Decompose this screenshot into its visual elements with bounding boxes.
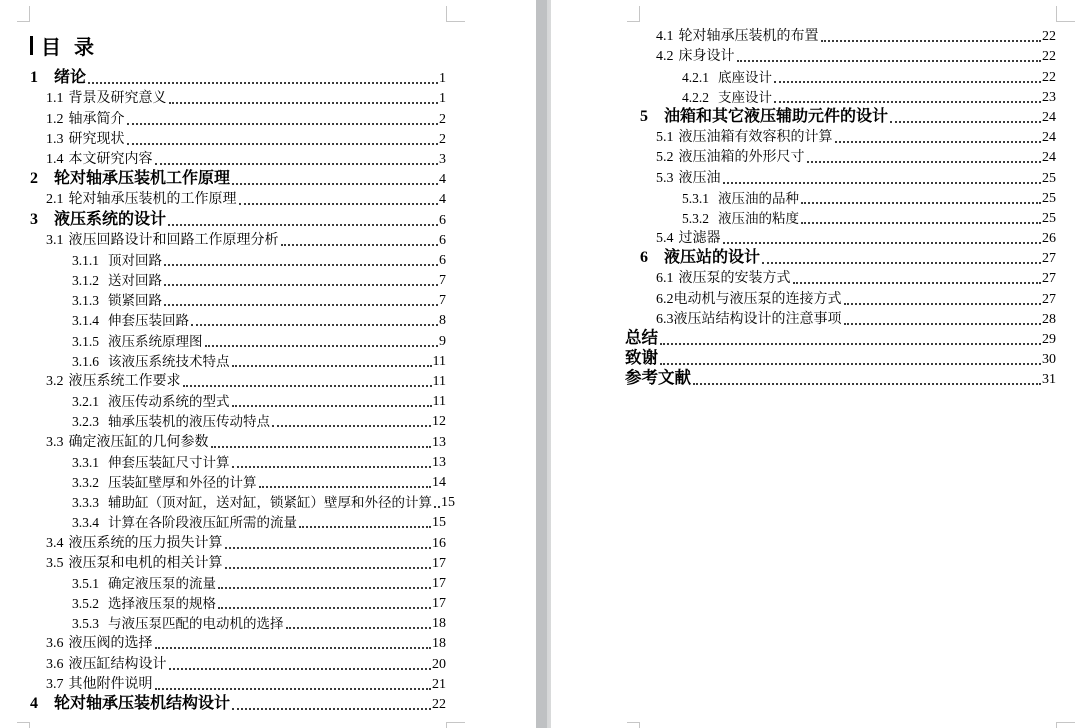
dot-leader (434, 506, 440, 508)
toc-entry-title: 床身设计 (678, 49, 735, 65)
toc-entry[interactable] (640, 146, 1056, 166)
toc-entry[interactable] (30, 552, 446, 572)
toc-entry-title: 研究现状 (68, 131, 125, 147)
toc-entry-title: 轴承压装机的液压传动特点 (108, 414, 270, 430)
dot-leader (225, 547, 432, 549)
toc-entry-page-number: 4 (439, 172, 446, 188)
toc-entry-title: 轮对轴承压装机结构设计 (54, 695, 231, 712)
toc-entry-number: 3.1.4 (72, 313, 99, 329)
toc-entry[interactable] (30, 229, 446, 249)
toc-entry[interactable] (30, 511, 446, 531)
toc-entry-number: 6.1 (656, 271, 674, 287)
toc-entry[interactable] (30, 107, 446, 127)
dot-leader (232, 466, 432, 468)
toc-entry[interactable] (640, 308, 1056, 328)
dot-leader (205, 345, 439, 347)
toc-entry-title: 选择液压泵的规格 (108, 596, 216, 612)
crop-mark-left-bottom-right (446, 722, 465, 728)
toc-entry-page-number: 4 (439, 192, 446, 208)
toc-entry-title: 液压站结构设计的注意事项 (673, 311, 842, 327)
dot-leader (232, 708, 431, 710)
dot-leader (164, 284, 438, 286)
toc-entry-page-number: 26 (1042, 231, 1056, 247)
toc-entry-number: 5.3 (656, 170, 674, 186)
toc-entry[interactable] (30, 430, 446, 450)
toc-entry-number: 4.2.1 (682, 69, 709, 85)
toc-entry-title: 总结 (625, 328, 658, 347)
toc-entry[interactable] (30, 168, 446, 188)
toc-entry[interactable] (640, 25, 1056, 45)
toc-entry-number: 3.1.2 (72, 273, 99, 289)
toc-entry-number: 6 (640, 249, 648, 267)
toc-entry-page-number: 20 (432, 656, 446, 672)
toc-entry-number: 3.1.1 (72, 252, 99, 268)
toc-entry-title: 轴承简介 (68, 111, 125, 127)
dot-leader (218, 607, 431, 609)
toc-entry-number: 1 (30, 69, 38, 87)
toc-entry[interactable] (640, 267, 1056, 287)
toc-entry[interactable] (640, 187, 1056, 207)
toc-entry[interactable] (30, 249, 446, 269)
toc-entry-number: 3.3.4 (72, 515, 99, 531)
toc-entry-number: 3.7 (46, 676, 64, 692)
toc-entry-page-number: 11 (432, 394, 446, 410)
dot-leader (88, 82, 438, 84)
toc-entry[interactable] (640, 45, 1056, 65)
toc-rows-left (30, 67, 455, 713)
dot-leader (890, 121, 1041, 123)
toc-entry-page-number: 27 (1042, 291, 1056, 307)
toc-entry-page-number: 24 (1042, 150, 1056, 166)
toc-entry-page-number: 18 (432, 616, 446, 632)
toc-entry-number: 5.1 (656, 130, 674, 146)
toc-entry-page-number: 1 (439, 91, 446, 107)
toc-entry-title: 伸套压装回路 (108, 313, 189, 329)
toc-entry-number: 3.5.3 (72, 616, 99, 632)
toc-entry-page-number: 21 (432, 676, 446, 692)
dot-leader (259, 486, 432, 488)
toc-entry-title: 液压系统工作要求 (68, 374, 181, 389)
page-left (0, 0, 536, 728)
toc-entry[interactable] (30, 390, 446, 410)
dot-leader (232, 405, 432, 407)
toc-entry-title: 液压回路设计和回路工作原理分析 (68, 232, 279, 248)
toc-entry-number: 3.2 (46, 374, 64, 389)
toc-entry-number: 3.6 (46, 636, 64, 652)
toc-entry-number: 5.2 (656, 150, 674, 166)
toc-entry[interactable] (30, 350, 446, 370)
toc-entry-title: 轮对轴承压装机工作原理 (54, 170, 231, 188)
toc-entry[interactable] (30, 471, 446, 491)
toc-entry[interactable] (30, 87, 446, 107)
toc-entry-title: 液压泵和电机的相关计算 (68, 555, 223, 571)
dot-leader (239, 203, 439, 205)
dot-leader (723, 182, 1042, 184)
crop-mark-right-bottom-right (1056, 722, 1075, 728)
toc-entry-page-number: 2 (439, 111, 446, 127)
toc-entry-title: 支座设计 (718, 89, 772, 105)
toc-entry[interactable] (640, 166, 1056, 186)
toc-entry[interactable] (30, 592, 446, 612)
toc-entry-page-number: 31 (1042, 372, 1056, 388)
toc-entry[interactable] (30, 491, 455, 511)
dot-leader (169, 102, 439, 104)
toc-entry[interactable] (640, 287, 1056, 307)
toc-entry[interactable] (30, 128, 446, 148)
toc-entry-page-number: 13 (432, 454, 446, 470)
toc-entry-title: 液压油箱的外形尺寸 (678, 150, 805, 166)
toc-entry-number: 3.3.2 (72, 474, 99, 490)
toc-entry-title: 确定液压泵的流量 (108, 575, 216, 591)
toc-entry[interactable] (30, 370, 446, 390)
toc-entry-page-number: 22 (1042, 69, 1056, 85)
toc-entry-title: 参考文献 (625, 368, 691, 388)
toc-entry-title: 液压油箱有效容积的计算 (678, 130, 833, 146)
toc-heading (30, 33, 95, 57)
toc-entry-page-number: 17 (432, 575, 446, 591)
crop-mark-right-top-left (627, 6, 640, 22)
toc-entry-number: 3.3 (46, 434, 64, 450)
toc-entry-number: 5 (640, 107, 648, 125)
toc-entry-title: 送对回路 (108, 273, 162, 289)
toc-entry-number: 3.2.3 (72, 414, 99, 430)
toc-entry-title: 液压传动系统的型式 (108, 394, 230, 410)
toc-entry-page-number: 24 (1042, 109, 1056, 125)
dot-leader (299, 526, 431, 528)
toc-entry-page-number: 23 (1042, 89, 1056, 105)
crop-mark-right-bottom-left (627, 722, 640, 728)
dot-leader (821, 40, 1042, 42)
toc-entry-title: 顶对回路 (108, 252, 162, 268)
toc-entry[interactable] (30, 531, 446, 551)
toc-entry-title: 底座设计 (718, 69, 772, 85)
crop-mark-left-top-left (17, 6, 30, 22)
toc-entry-page-number: 9 (439, 333, 446, 349)
toc-entry-page-number: 17 (432, 555, 446, 571)
toc-entry-number: 4.1 (656, 29, 674, 45)
toc-entry[interactable] (30, 652, 446, 672)
crop-mark-left-top-right (446, 6, 465, 22)
toc-entry-page-number: 17 (432, 596, 446, 612)
toc-entry-page-number: 13 (432, 434, 446, 450)
toc-entry-page-number: 15 (432, 515, 446, 531)
toc-entry-title: 液压泵的安装方式 (678, 271, 791, 287)
toc-entry-number: 1.3 (46, 131, 64, 147)
toc-entry-title: 致谢 (625, 348, 658, 368)
dot-leader (844, 303, 1042, 305)
toc-entry-page-number: 15 (441, 495, 455, 511)
toc-entry-title: 液压系统的设计 (54, 210, 167, 228)
toc-entry-title: 液压油 (678, 170, 721, 186)
toc-entry-number: 4.2 (656, 49, 674, 65)
toc-entry-number: 6.2 (656, 291, 674, 307)
toc-entry-page-number: 2 (439, 131, 446, 147)
dot-leader (183, 385, 432, 387)
toc-entry-page-number: 24 (1042, 130, 1056, 146)
toc-entry-number: 3.3.3 (72, 495, 99, 511)
toc-entry-page-number: 11 (432, 353, 446, 369)
toc-entry-number: 4.2.2 (682, 89, 709, 105)
toc-entry-page-number: 1 (439, 71, 446, 87)
dot-leader (155, 647, 432, 649)
dot-leader (164, 264, 438, 266)
toc-entry[interactable] (30, 269, 446, 289)
toc-entry-number: 3.5 (46, 555, 64, 571)
toc-entry-number: 2.1 (46, 192, 64, 208)
toc-entry-title: 轮对轴承压装机的布置 (678, 29, 819, 45)
toc-entry-page-number: 28 (1042, 311, 1056, 327)
toc-entry-page-number: 11 (432, 374, 446, 389)
toc-entry[interactable] (30, 612, 446, 632)
toc-entry-title: 液压站的设计 (664, 249, 761, 267)
toc-entry-title: 压装缸壁厚和外径的计算 (108, 474, 257, 490)
toc-entry-title: 油箱和其它液压辅助元件的设计 (664, 107, 889, 125)
toc-entry-page-number: 18 (432, 636, 446, 652)
toc-entry-number: 4 (30, 695, 38, 712)
dot-leader (232, 183, 438, 185)
toc-entry[interactable] (640, 65, 1056, 85)
toc-entry-page-number: 6 (439, 212, 446, 228)
toc-entry-number: 2 (30, 170, 38, 188)
toc-entry-title: 辅助缸（顶对缸，送对缸，锁紧缸）壁厚和外径的计算 (108, 495, 432, 511)
toc-entry[interactable] (640, 126, 1056, 146)
toc-entry-title: 计算在各阶段液压缸所需的流量 (108, 515, 297, 531)
toc-entry-page-number: 27 (1042, 271, 1056, 287)
toc-entry-number: 5.3.2 (682, 210, 709, 226)
dot-leader (801, 202, 1041, 204)
toc-entry-title: 过滤器 (678, 231, 721, 247)
toc-entry[interactable] (625, 328, 1056, 348)
dot-leader (793, 282, 1042, 284)
dot-leader (191, 324, 438, 326)
toc-entry-number: 5.3.1 (682, 190, 709, 206)
toc-entry[interactable] (30, 309, 446, 329)
toc-entry-title: 本文研究内容 (68, 151, 153, 167)
toc-entry-number: 1.2 (46, 111, 64, 127)
toc-entry-page-number: 8 (439, 313, 446, 329)
toc-entry[interactable] (640, 247, 1056, 267)
toc-entry-title: 液压系统原理图 (108, 333, 203, 349)
toc-entry-page-number: 29 (1042, 332, 1056, 347)
toc-entry-number: 3.1.5 (72, 333, 99, 349)
toc-entry-page-number: 30 (1042, 352, 1056, 368)
toc-entry-title: 伸套压装缸尺寸计算 (108, 454, 230, 470)
page-right (551, 0, 1078, 728)
toc-entry-title: 液压缸结构设计 (68, 656, 167, 672)
toc-entry[interactable] (30, 632, 446, 652)
toc-entry-page-number: 7 (439, 293, 446, 309)
dot-leader (127, 123, 439, 125)
toc-entry-number: 3.5.2 (72, 596, 99, 612)
toc-entry-page-number: 3 (439, 151, 446, 167)
dot-leader (723, 242, 1042, 244)
toc-entry-title: 与液压泵匹配的电动机的选择 (108, 616, 284, 632)
toc-entry-title: 锁紧回路 (108, 293, 162, 309)
dot-leader (835, 141, 1042, 143)
toc-entry-page-number: 27 (1042, 251, 1056, 267)
toc-entry-title: 液压油的粘度 (718, 210, 799, 226)
toc-entry-number: 3.1 (46, 232, 64, 248)
dot-leader (807, 161, 1042, 163)
toc-entry-number: 3 (30, 210, 38, 228)
dot-leader (169, 668, 432, 670)
toc-entry-title: 液压阀的选择 (68, 636, 153, 652)
dot-leader (168, 224, 438, 226)
toc-entry-page-number: 25 (1042, 170, 1056, 186)
dot-leader (281, 244, 439, 246)
toc-entry-number: 1.1 (46, 91, 64, 107)
toc-entry-page-number: 12 (432, 414, 446, 430)
dot-leader (737, 60, 1042, 62)
toc-entry[interactable] (30, 289, 446, 309)
toc-heading-text: 目 录 (41, 36, 95, 59)
toc-entry-title: 其他附件说明 (68, 676, 153, 692)
toc-entry-page-number: 16 (432, 535, 446, 551)
toc-entry[interactable] (30, 329, 446, 349)
toc-entry-title: 液压系统的压力损失计算 (68, 535, 223, 551)
dot-leader (660, 363, 1041, 365)
toc-entry-page-number: 25 (1042, 210, 1056, 226)
toc-entry-number: 3.1.3 (72, 293, 99, 309)
dot-leader (272, 425, 431, 427)
toc-entry-number: 3.4 (46, 535, 64, 551)
text-cursor-bar (30, 36, 33, 55)
toc-entry-number: 1.4 (46, 151, 64, 167)
toc-entry[interactable] (30, 572, 446, 592)
toc-entry-number: 3.1.6 (72, 353, 99, 369)
dot-leader (286, 627, 432, 629)
dot-leader (225, 567, 432, 569)
toc-entry[interactable] (30, 693, 446, 713)
toc-entry[interactable] (30, 67, 446, 87)
toc-entry[interactable] (640, 106, 1056, 126)
page-gutter (536, 0, 551, 728)
toc-entry-title: 确定液压缸的几何参数 (68, 434, 209, 450)
toc-entry-page-number: 6 (439, 232, 446, 248)
toc-entry-page-number: 22 (432, 697, 446, 712)
crop-mark-right-top-right (1056, 6, 1075, 22)
dot-leader (660, 343, 1041, 345)
toc-entry-page-number: 6 (439, 252, 446, 268)
toc-entry[interactable] (30, 451, 446, 471)
toc-entry-number: 3.2.1 (72, 394, 99, 410)
toc-entry-page-number: 22 (1042, 29, 1056, 45)
toc-entry[interactable] (640, 207, 1056, 227)
toc-entry-title: 背景及研究意义 (68, 91, 167, 107)
toc-entry-title: 电动机与液压泵的连接方式 (673, 291, 842, 307)
toc-entry-title: 绪论 (54, 69, 87, 87)
toc-entry-title: 轮对轴承压装机的工作原理 (68, 192, 237, 208)
dot-leader (232, 365, 432, 367)
toc-entry[interactable] (30, 410, 446, 430)
dot-leader (693, 383, 1041, 385)
toc-entry-page-number: 25 (1042, 190, 1056, 206)
dot-leader (164, 304, 438, 306)
dot-leader (844, 323, 1042, 325)
toc-entry-page-number: 22 (1042, 49, 1056, 65)
toc-entry-number: 3.5.1 (72, 575, 99, 591)
dot-leader (762, 262, 1041, 264)
toc-entry[interactable] (30, 208, 446, 228)
toc-entry-page-number: 14 (432, 474, 446, 490)
toc-entry-title: 该液压系统技术特点 (108, 353, 230, 369)
dot-leader (211, 446, 432, 448)
toc-entry-number: 3.3.1 (72, 454, 99, 470)
toc-entry-number: 5.4 (656, 231, 674, 247)
toc-entry-page-number: 7 (439, 273, 446, 289)
dot-leader (774, 81, 1041, 83)
toc-entry-number: 3.6 (46, 656, 64, 672)
dot-leader (218, 587, 431, 589)
crop-mark-left-bottom-left (17, 722, 30, 728)
toc-entry-number: 6.3 (656, 311, 674, 327)
toc-entry[interactable] (625, 368, 1056, 388)
dot-leader (801, 222, 1041, 224)
dot-leader (127, 143, 439, 145)
toc-entry-title: 液压油的品种 (718, 190, 799, 206)
toc-rows-right (625, 25, 1056, 388)
